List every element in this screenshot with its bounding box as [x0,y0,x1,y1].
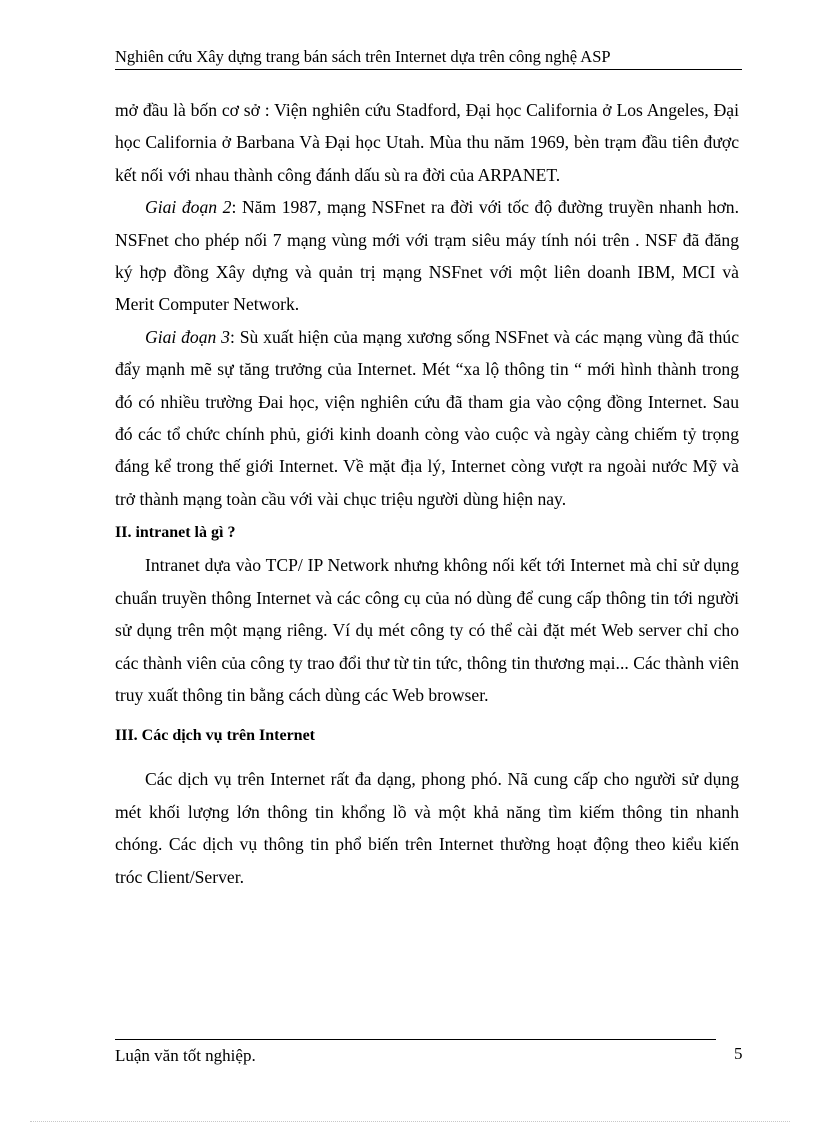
paragraph-stage-2 [115,191,739,321]
stage-2-text: : Năm 1987, mạng NSFnet ra đời với tốc độ đường truyền nhanh hơn. NSFnet cho phép nối 7 mạng vùng mới với trạm siêu máy tính nói trên . NSF đã đăng ký hợp đồng Xây dựng và quản trị mạng NSFnet với một liên doanh IBM, MCI và Merit Computer Network. [115,197,739,315]
footer-label: Luận văn tốt nghiệp. [115,1046,256,1065]
running-header: Nghiên cứu Xây dựng trang bán sách trên Internet dựa trên công nghệ ASP [115,47,611,66]
footer-rule [115,1039,716,1040]
page-bottom-edge [30,1121,790,1122]
section-heading-intranet: II. intranet là gì ? [115,524,236,542]
section-heading-services: III. Các dịch vụ trên Internet [115,727,315,745]
paragraph-services: Các dịch vụ trên Internet rất đa dạng, phong phó. Nã cung cấp cho người sử dụng mét khối lượng lớn thông tin khổng lồ và một khả năng tìm kiếm thông tin nhanh chóng. Các dịch vụ thông tin phổ biến trên Internet thường hoạt động theo kiểu kiến tróc Client/Server. [115,769,739,887]
page-body [115,94,739,893]
paragraph-arpanet: mở đầu là bốn cơ sở : Viện nghiên cứu Stadford, Đại học California ở Los Angeles, Đại học California ở Barbana Và Đại học Utah. Mùa thu năm 1969, bèn trạm đầu tiên được kết nối với nhau thành công đánh dấu sù ra đời của ARPANET. [115,100,739,185]
paragraph-stage-3 [115,321,739,515]
header-rule [115,69,742,70]
stage-2-label: Giai đoạn 2 [145,197,232,218]
paragraph-intranet: Intranet dựa vào TCP/ IP Network nhưng không nối kết tới Internet mà chỉ sử dụng chuẩn truyền thông Internet và các công cụ của nó dùng để cung cấp thông tin tới người sử dụng trên một mạng riêng. Ví dụ mét công ty có thể cài đặt mét Web server chỉ cho các thành viên của công ty trao đổi thư từ tin tức, thông tin thương mại... Các thành viên truy xuất thông tin bằng cách dùng các Web browser. [115,555,739,705]
page-number: 5 [734,1044,743,1063]
stage-3-label: Giai đoạn 3 [145,326,230,347]
stage-3-text: : Sù xuất hiện của mạng xương sống NSFnet và các mạng vùng đã thúc đẩy mạnh mẽ sự tăng trưởng của Internet. Mét “xa lộ thông tin “ mới hình thành trong đó có nhiều trường Đai học, viện nghiên cứu đã tham gia vào cộng đồng Internet. Sau đó các tổ chức chính phủ, giới kinh doanh còng vào cuộc và ngày càng chiếm tỷ trọng đáng kể trong thế giới Internet. Về mặt địa lý, Internet còng vượt ra ngoài nước Mỹ và trở thành mạng toàn cầu với vài chục triệu người dùng hiện nay. [115,326,739,509]
